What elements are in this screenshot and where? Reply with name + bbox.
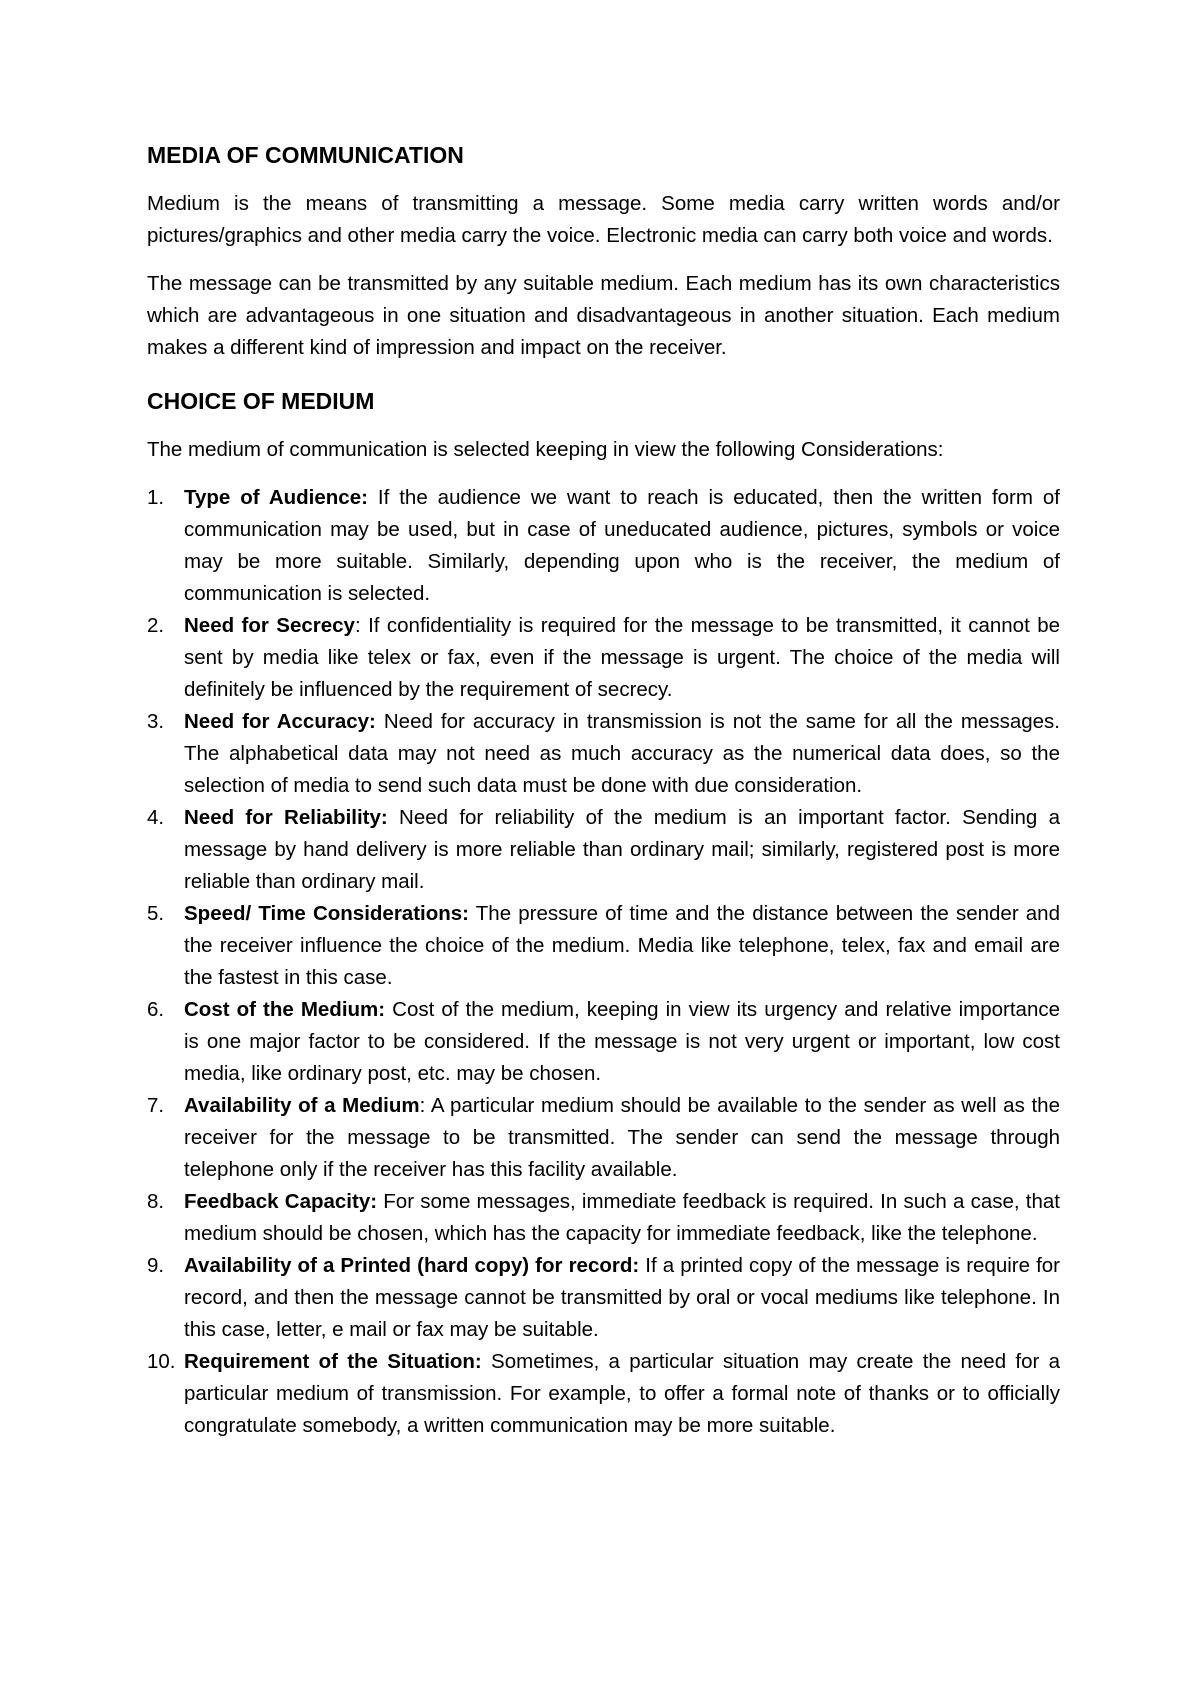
- list-item-text: : If confidentiality is required for the message to be transmitted, it cannot be sent by media like telex or fax, even if the message is urgent. The choice of the media will definitely be influenced by the requirement of secrecy.: [184, 614, 1060, 701]
- list-item-number: 7.: [147, 1094, 165, 1117]
- list-item: [147, 1346, 1060, 1442]
- paragraph-medium-definition: Medium is the means of transmitting a message. Some media carry written words and/or pictures/graphics and other media carry the voice. Electronic media can carry both voice and words.: [147, 192, 1060, 247]
- list-item-term: Feedback Capacity:: [184, 1190, 378, 1213]
- list-item-number: 8.: [147, 1190, 165, 1213]
- list-item-number: 3.: [147, 710, 165, 733]
- list-item: [147, 1186, 1060, 1250]
- considerations-list: [147, 482, 1060, 1442]
- list-item: [147, 482, 1060, 610]
- list-item-text: Sometimes, a particular situation may create the need for a particular medium of transmission. For example, to offer a formal note of thanks or to officially congratulate somebody, a written communication may be more suitable.: [184, 1350, 1060, 1437]
- list-item-text: Need for accuracy in transmission is not the same for all the messages. The alphabetical data may not need as much accuracy as the numerical data does, so the selection of media to send such data must be done with due consideration.: [184, 710, 1060, 797]
- list-item-number: 5.: [147, 902, 165, 925]
- list-item-number: 2.: [147, 614, 165, 637]
- list-item-term: Cost of the Medium:: [184, 998, 386, 1021]
- paragraph-considerations-intro: The medium of communication is selected keeping in view the following Considerations:: [147, 438, 944, 461]
- list-item-text: Cost of the medium, keeping in view its urgency and relative importance is one major factor to be considered. If the message is not very urgent or important, low cost media, like ordinary post, etc. may be chosen.: [184, 998, 1060, 1085]
- list-item-term: Availability of a Medium: [184, 1094, 420, 1117]
- list-item-text: If a printed copy of the message is require for record, and then the message cannot be transmitted by oral or vocal mediums like telephone. In this case, letter, e mail or fax may be suitable.: [184, 1254, 1061, 1341]
- list-item-term: Need for Accuracy:: [184, 710, 376, 733]
- list-item: [147, 1250, 1060, 1346]
- list-item: [147, 802, 1060, 898]
- list-item-term: Need for Reliability:: [184, 806, 388, 829]
- list-item-term: Availability of a Printed (hard copy) for record:: [184, 1254, 640, 1277]
- list-item-text: : A particular medium should be available to the sender as well as the receiver for the message to be transmitted. The sender can send the message through telephone only if the receiver has this facility available.: [184, 1094, 1060, 1181]
- list-item-number: 4.: [147, 806, 165, 829]
- list-item-text: Need for reliability of the medium is an important factor. Sending a message by hand delivery is more reliable than ordinary mail; similarly, registered post is more reliable than ordinary mail.: [184, 806, 1060, 893]
- list-item: [147, 994, 1060, 1090]
- list-item: [147, 898, 1060, 994]
- list-item: [147, 610, 1060, 706]
- list-item-term: Need for Secrecy: [184, 614, 355, 637]
- list-item-number: 6.: [147, 998, 165, 1021]
- document-page: [147, 140, 1060, 1442]
- list-item-text: If the audience we want to reach is educated, then the written form of communication may be used, but in case of uneducated audience, pictures, symbols or voice may be more suitable. Similarly, depending upon who is the receiver, the medium of communication is selected.: [184, 486, 1060, 605]
- list-item: [147, 706, 1060, 802]
- list-item-text: For some messages, immediate feedback is required. In such a case, that medium should be chosen, which has the capacity for immediate feedback, like the telephone.: [184, 1190, 1060, 1245]
- list-item: [147, 1090, 1060, 1186]
- list-item-term: Requirement of the Situation:: [184, 1350, 482, 1373]
- list-item-number: 10.: [147, 1350, 176, 1373]
- heading-choice-of-medium: CHOICE OF MEDIUM: [147, 388, 375, 414]
- list-item-number: 1.: [147, 486, 165, 509]
- list-item-term: Speed/ Time Considerations:: [184, 902, 470, 925]
- list-item-text: The pressure of time and the distance between the sender and the receiver influence the choice of the medium. Media like telephone, telex, fax and email are the fastest in this case.: [184, 902, 1060, 989]
- list-item-term: Type of Audience:: [184, 486, 368, 509]
- list-item-number: 9.: [147, 1254, 165, 1277]
- paragraph-medium-characteristics: The message can be transmitted by any suitable medium. Each medium has its own characteristics which are advantageous in one situation and disadvantageous in another situation. Each medium makes a different kind of impression and impact on the receiver.: [147, 272, 1060, 359]
- heading-media-of-communication: MEDIA OF COMMUNICATION: [147, 142, 464, 168]
